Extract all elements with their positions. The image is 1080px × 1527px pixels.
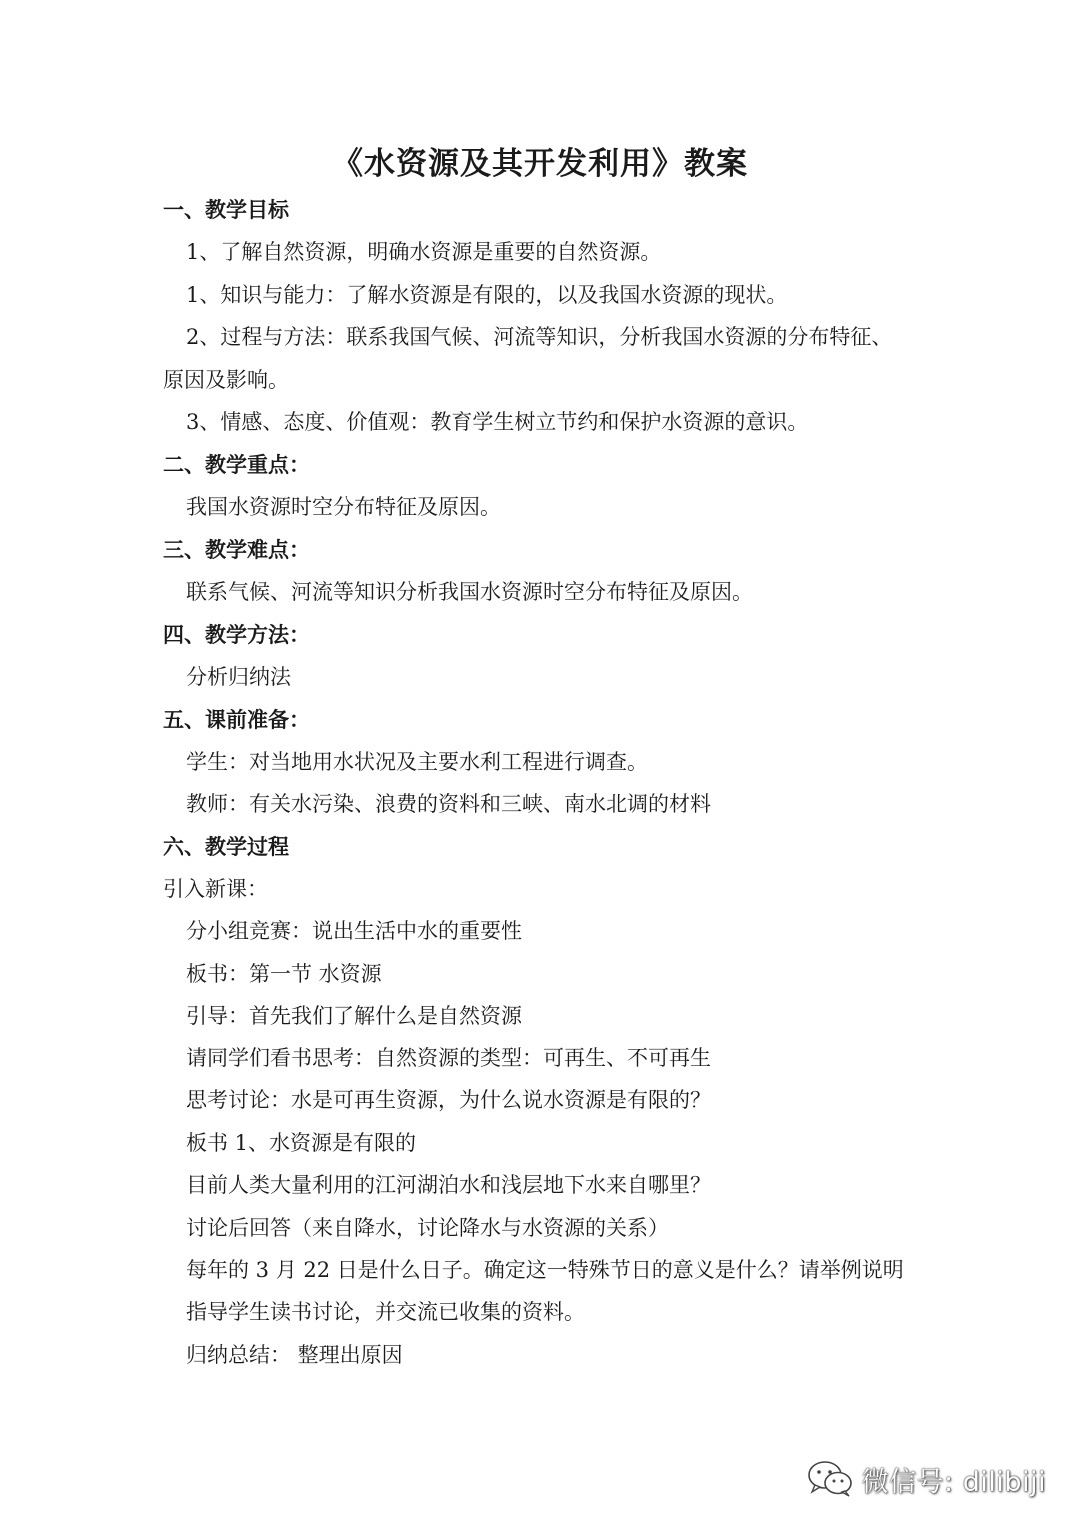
process-line: 思考讨论：水是可再生资源，为什么说水资源是有限的？: [186, 1088, 711, 1112]
process-line: 目前人类大量利用的江河湖泊水和浅层地下水来自哪里？: [186, 1173, 711, 1197]
section-heading-preparation: 五、课前准备：: [163, 708, 310, 732]
objective-line: 1、知识与能力：了解水资源是有限的，以及我国水资源的现状。: [186, 283, 788, 307]
process-line: 引入新课：: [163, 877, 268, 901]
watermark-text: 微信号: dilibiji: [861, 1466, 1046, 1498]
process-line: 请同学们看书思考：自然资源的类型：可再生、不可再生: [186, 1046, 711, 1070]
process-line: 分小组竞赛：说出生活中水的重要性: [186, 919, 522, 943]
wechat-icon: [806, 1459, 854, 1499]
preparation-line: 教师：有关水污染、浪费的资料和三峡、南水北调的材料: [186, 792, 711, 816]
process-line: 板书 1、水资源是有限的: [186, 1131, 417, 1155]
objective-line: 2、过程与方法：联系我国气候、河流等知识，分析我国水资源的分布特征、: [186, 325, 893, 349]
process-line: 指导学生读书讨论，并交流已收集的资料。: [186, 1300, 585, 1324]
process-line: 每年的 3 月 22 日是什么日子。确定这一特殊节日的意义是什么？请举例说明: [186, 1258, 904, 1282]
watermark: [806, 1455, 1046, 1503]
section-heading-objectives: 一、教学目标: [163, 198, 289, 222]
difficulties-text: 联系气候、河流等知识分析我国水资源时空分布特征及原因。: [186, 580, 753, 604]
objective-line-continued: 原因及影响。: [163, 368, 289, 392]
process-line: 讨论后回答（来自降水，讨论降水与水资源的关系）: [186, 1216, 669, 1240]
methods-text: 分析归纳法: [186, 665, 291, 689]
section-heading-methods: 四、教学方法：: [163, 623, 310, 647]
process-line: 引导：首先我们了解什么是自然资源: [186, 1004, 522, 1028]
section-heading-key-points: 二、教学重点：: [163, 453, 310, 477]
preparation-line: 学生：对当地用水状况及主要水利工程进行调查。: [186, 750, 648, 774]
document-title: 《水资源及其开发利用》教案: [332, 146, 748, 182]
process-line: 板书：第一节 水资源: [186, 962, 382, 986]
objective-line: 3、情感、态度、价值观：教育学生树立节约和保护水资源的意识。: [186, 410, 809, 434]
section-heading-process: 六、教学过程: [163, 835, 289, 859]
process-line: 归纳总结： 整理出原因: [186, 1343, 403, 1367]
key-points-text: 我国水资源时空分布特征及原因。: [186, 495, 501, 519]
objective-line: 1、了解自然资源，明确水资源是重要的自然资源。: [186, 240, 662, 264]
section-heading-difficulties: 三、教学难点：: [163, 538, 310, 562]
